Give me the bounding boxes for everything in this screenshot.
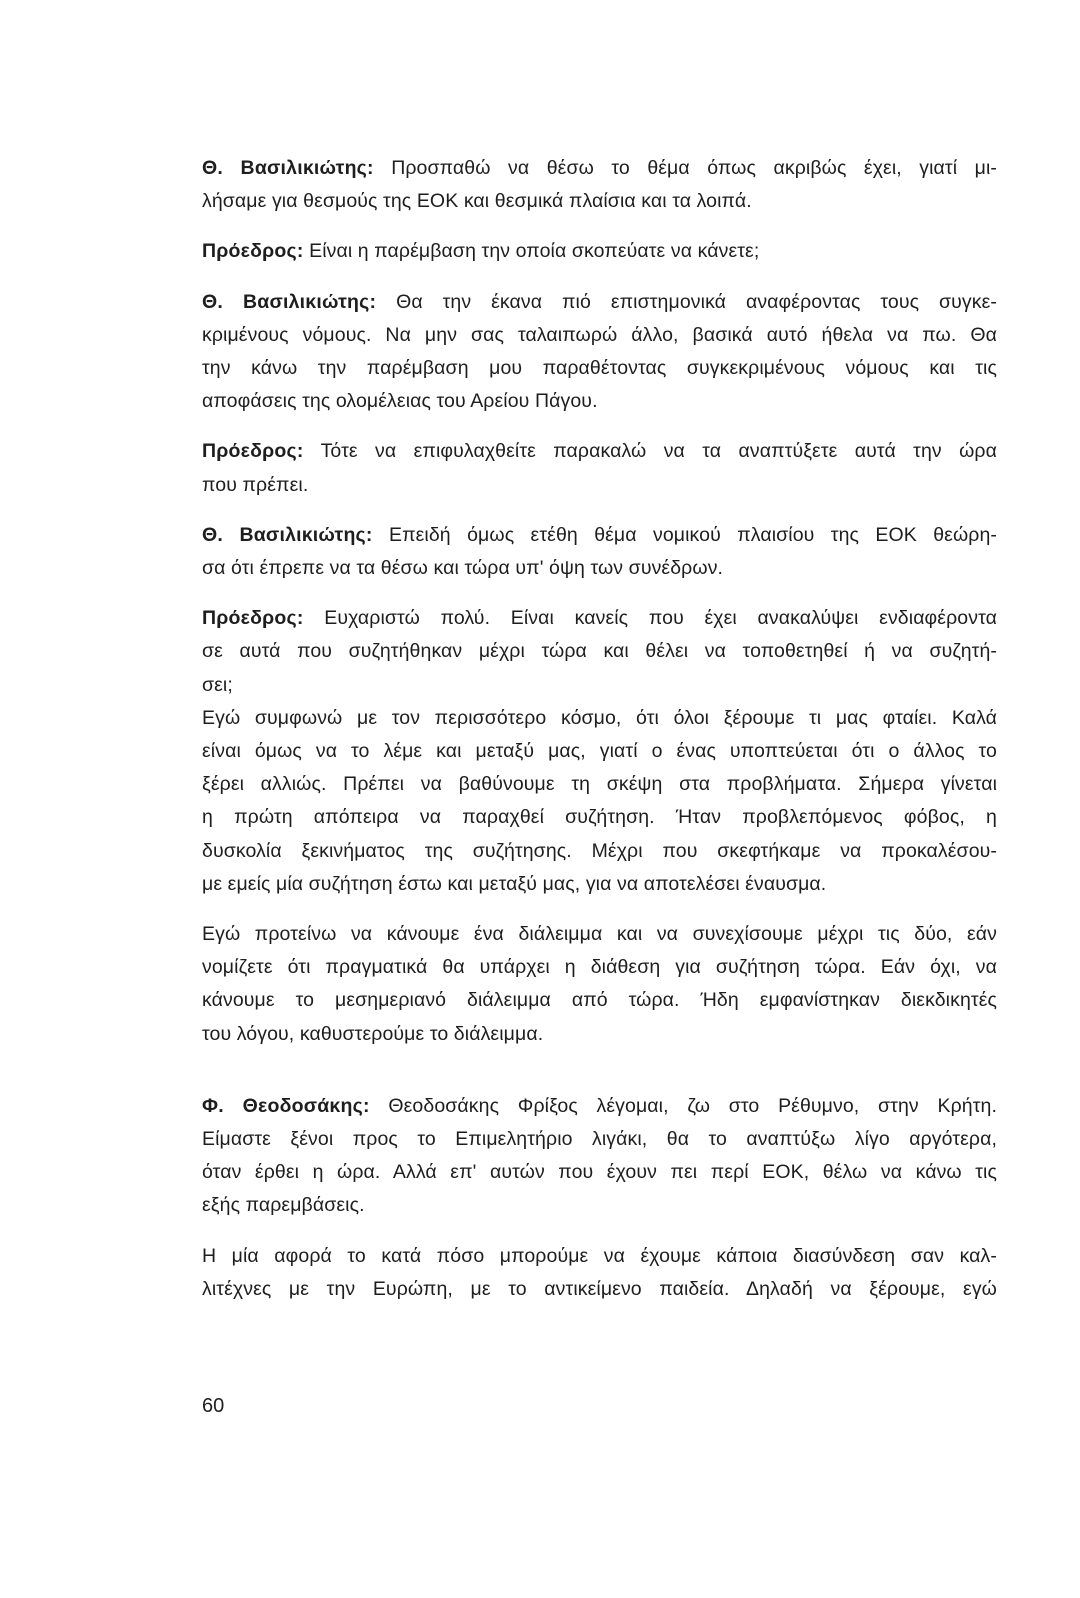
line-text: Θεοδοσάκης Φρίξος λέγομαι, ζω στο Ρέθυμνο, στην Κρήτη.	[388, 1094, 997, 1117]
text-line	[202, 435, 997, 468]
text-line: λήσαμε για θεσμούς της ΕΟΚ και θεσμικά πλαίσια και τα λοιπά.	[202, 190, 752, 213]
line-text: Επειδή όμως ετέθη θέμα νομικού πλαισίου της ΕΟΚ θεώρη-	[388, 523, 997, 546]
text-line: δυσκολία ξεκινήματος της συζήτησης. Μέχρι που σκεφτήκαμε να προκαλέσου-	[202, 839, 997, 862]
text-line: που πρέπει.	[202, 473, 309, 496]
speaker-label: Πρόεδρος:	[202, 607, 304, 630]
text-line: όταν έρθει η ώρα. Αλλά επ' αυτών που έχουν πει περί ΕΟΚ, θέλω να κάνω τις	[202, 1161, 997, 1184]
text-line: με εμείς μία συζήτηση έστω και μεταξύ μας, για να αποτελέσει έναυσμα.	[202, 872, 827, 895]
text-line: Είμαστε ξένοι προς το Επιμελητήριο λιγάκι, θα το αναπτύξω λίγο αργότερα,	[202, 1128, 997, 1151]
paragraph-4	[202, 435, 997, 501]
line-text: Τότε να επιφυλαχθείτε παρακαλώ να τα αναπτύξετε αυτά την ώρα	[320, 440, 997, 463]
page-number: 60	[202, 1395, 225, 1417]
section-gap	[202, 1068, 997, 1090]
text-line: Εγώ προτείνω να κάνουμε ένα διάλειμμα και να συνεχίσουμε μέχρι τις δύο, εάν	[202, 923, 997, 946]
paragraph-2	[202, 235, 997, 268]
transcript-body	[202, 152, 997, 1323]
line-text: Θα την έκανα πιό επιστημονικά αναφέροντας τους συγκε-	[396, 290, 997, 313]
text-line: σε αυτά που συζητήθηκαν μέχρι τώρα και θέλει να τοποθετηθεί ή να συζητή-	[202, 640, 997, 663]
text-line: ξέρει αλλιώς. Πρέπει να βαθύνουμε τη σκέψη στα προβλήματα. Σήμερα γίνεται	[202, 773, 997, 796]
line-text: Ευχαριστώ πολύ. Είναι κανείς που έχει ανακαλύψει ενδιαφέροντα	[324, 607, 997, 630]
text-line: αποφάσεις της ολομέλειας του Αρείου Πάγου.	[202, 390, 598, 413]
line-text: Είναι η παρέμβαση την οποία σκοπεύατε να κάνετε;	[309, 240, 760, 263]
paragraph-10	[202, 1240, 997, 1306]
speaker-label: Θ. Βασιλικιώτης:	[202, 523, 373, 546]
text-line: σα ότι έπρεπε να τα θέσω και τώρα υπ' όψη των συνέδρων.	[202, 557, 724, 580]
text-line	[202, 519, 997, 552]
text-line	[202, 286, 997, 319]
text-line	[202, 1090, 997, 1123]
paragraph-3	[202, 286, 997, 419]
speaker-label: Φ. Θεοδοσάκης:	[202, 1094, 370, 1117]
speaker-label: Θ. Βασιλικιώτης:	[202, 157, 374, 179]
text-line: την κάνω την παρέμβαση μου παραθέτοντας συγκεκριμένους νόμους και τις	[202, 357, 997, 380]
paragraph-6	[202, 602, 997, 702]
text-line	[202, 235, 997, 268]
text-line: κάνουμε το μεσημεριανό διάλειμμα από τώρα. Ήδη εμφανίστηκαν διεκδικητές	[202, 989, 997, 1012]
text-line: κριμένους νόμους. Να μην σας ταλαιπωρώ άλλο, βασικά αυτό ήθελα να πω. Θα	[202, 323, 997, 346]
text-line: νομίζετε ότι πραγματικά θα υπάρχει η διάθεση για συζήτηση τώρα. Εάν όχι, να	[202, 956, 997, 979]
speaker-label: Θ. Βασιλικιώτης:	[202, 290, 377, 313]
text-line: η πρώτη απόπειρα να παραχθεί συζήτηση. Ήταν προβλεπόμενος φόβος, η	[202, 806, 997, 829]
paragraph-9	[202, 1090, 997, 1223]
text-line: Εγώ συμφωνώ με τον περισσότερο κόσμο, ότι όλοι ξέρουμε τι μας φταίει. Καλά	[202, 706, 997, 729]
speaker-label: Πρόεδρος:	[202, 440, 304, 463]
text-line: του λόγου, καθυστερούμε το διάλειμμα.	[202, 1022, 544, 1045]
paragraph-5	[202, 519, 997, 585]
text-line: λιτέχνες με την Ευρώπη, με το αντικείμενο παιδεία. Δηλαδή να ξέρουμε, εγώ	[202, 1277, 997, 1300]
text-line: σει;	[202, 673, 233, 696]
paragraph-8	[202, 918, 997, 1051]
text-line	[202, 152, 997, 185]
text-line: εξής παρεμβάσεις.	[202, 1194, 365, 1217]
line-text: Προσπαθώ να θέσω το θέμα όπως ακριβώς έχει, γιατί μι-	[391, 157, 997, 179]
paragraph-7	[202, 702, 997, 901]
text-line: Η μία αφορά το κατά πόσο μπορούμε να έχουμε κάποια διασύνδεση σαν καλ-	[202, 1244, 997, 1267]
text-line: είναι όμως να το λέμε και μεταξύ μας, γιατί ο ένας υποπτεύεται ότι ο άλλος το	[202, 740, 997, 763]
text-line	[202, 602, 997, 635]
speaker-label: Πρόεδρος:	[202, 240, 304, 263]
paragraph-1	[202, 152, 997, 218]
